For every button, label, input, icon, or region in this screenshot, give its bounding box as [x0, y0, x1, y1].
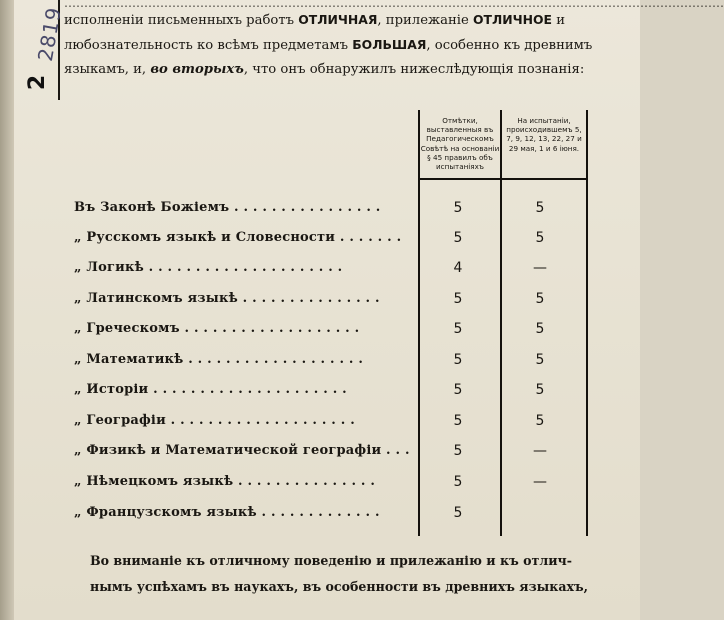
intro-line-1: исполненіи письменныхъ работъ ОТЛИЧНАЯ, прилежаніе ОТЛИЧНОЕ и [64, 12, 566, 28]
column-header-exam: На испытаніи, происходившемъ 5, 7, 9, 12, 13, 22, 27 и 29 мая, 1 и 6 іюня. [506, 116, 582, 153]
grade-exam: 5 [535, 291, 545, 307]
intro-line-3: языкамъ, и, во вторыхъ, что онъ обнаружилъ нижеслѣдующія познанія: [64, 62, 585, 77]
subject-label: „ Логикѣ . . . . . . . . . . . . . . . . . . . . . [74, 260, 343, 275]
subject-row [74, 443, 622, 467]
handwritten-page-number: 2819 [32, 4, 67, 64]
grade-exam: 5 [535, 230, 545, 246]
subject-label: „ Математикѣ . . . . . . . . . . . . . . . . . . . [74, 352, 364, 367]
table-header-rule [418, 178, 588, 180]
grade-exam: 5 [535, 352, 545, 368]
subject-label: „ Латинскомъ языкѣ . . . . . . . . . . . . . . . [74, 291, 380, 306]
grade-council: 5 [453, 230, 463, 246]
grade-council: 5 [453, 321, 463, 337]
subject-row [74, 352, 622, 376]
subject-row [74, 321, 622, 345]
subject-label: „ Русскомъ языкѣ и Словесности . . . . . . . [74, 230, 402, 245]
grade-exam: 5 [535, 321, 545, 337]
subject-label: „ Географіи . . . . . . . . . . . . . . . . . . . . [74, 413, 355, 428]
grade-council: 4 [453, 260, 463, 276]
grade-council: 5 [453, 443, 463, 459]
column-header-council: Отмѣтки, выставленныя въ Педагогическомъ Совѣтѣ на основаніи § 45 правилъ объ испытаніяхъ [420, 116, 500, 172]
closing-paragraph [90, 548, 600, 600]
subject-row [74, 291, 622, 315]
grade-exam: 5 [535, 413, 545, 429]
closing-line-1: Во вниманіе къ отличному поведенію и прилежанію и къ отлич- [90, 553, 572, 568]
grade-exam: — [533, 443, 547, 459]
grade-council: 5 [453, 413, 463, 429]
grade-exam: 5 [535, 200, 545, 216]
page-edge-shadow [0, 0, 14, 620]
intro-line-2: любознательность ко всѣмъ предметамъ БОЛЬШАЯ, особенно къ древнимъ [64, 37, 593, 53]
margin-numeral: 2 [25, 74, 51, 91]
subject-row [74, 382, 622, 406]
subject-label: „ Исторіи . . . . . . . . . . . . . . . . . . . . . [74, 382, 347, 397]
subject-label: Въ Законѣ Божіемъ . . . . . . . . . . . . . . . . [74, 200, 381, 215]
intro-paragraph [64, 0, 724, 82]
subject-row [74, 413, 622, 437]
subject-row [74, 474, 622, 498]
grade-council: 5 [453, 382, 463, 398]
grade-exam: 5 [535, 382, 545, 398]
subject-row [74, 505, 622, 529]
grade-council: 5 [453, 474, 463, 490]
grade-council: 5 [453, 505, 463, 521]
intro-cut-line: ………………………………………………………………………………………………………………………………………………… [64, 0, 724, 10]
grade-council: 5 [453, 352, 463, 368]
subject-label: „ Нѣмецкомъ языкѣ . . . . . . . . . . . . . . . [74, 474, 376, 489]
subject-label: „ Французскомъ языкѣ . . . . . . . . . . . . . [74, 505, 380, 520]
grade-exam: — [533, 474, 547, 490]
subject-row [74, 230, 622, 254]
grade-council: 5 [453, 200, 463, 216]
grade-council: 5 [453, 291, 463, 307]
subject-label: „ Физикѣ и Математической географіи . . . [74, 443, 410, 458]
subject-label: „ Греческомъ . . . . . . . . . . . . . . . . . . . [74, 321, 360, 336]
closing-line-2: нымъ успѣхамъ въ наукахъ, въ особенности въ древнихъ языкахъ, [90, 579, 589, 594]
subject-row [74, 200, 622, 224]
grade-exam: — [533, 260, 547, 276]
subject-row [74, 260, 622, 284]
